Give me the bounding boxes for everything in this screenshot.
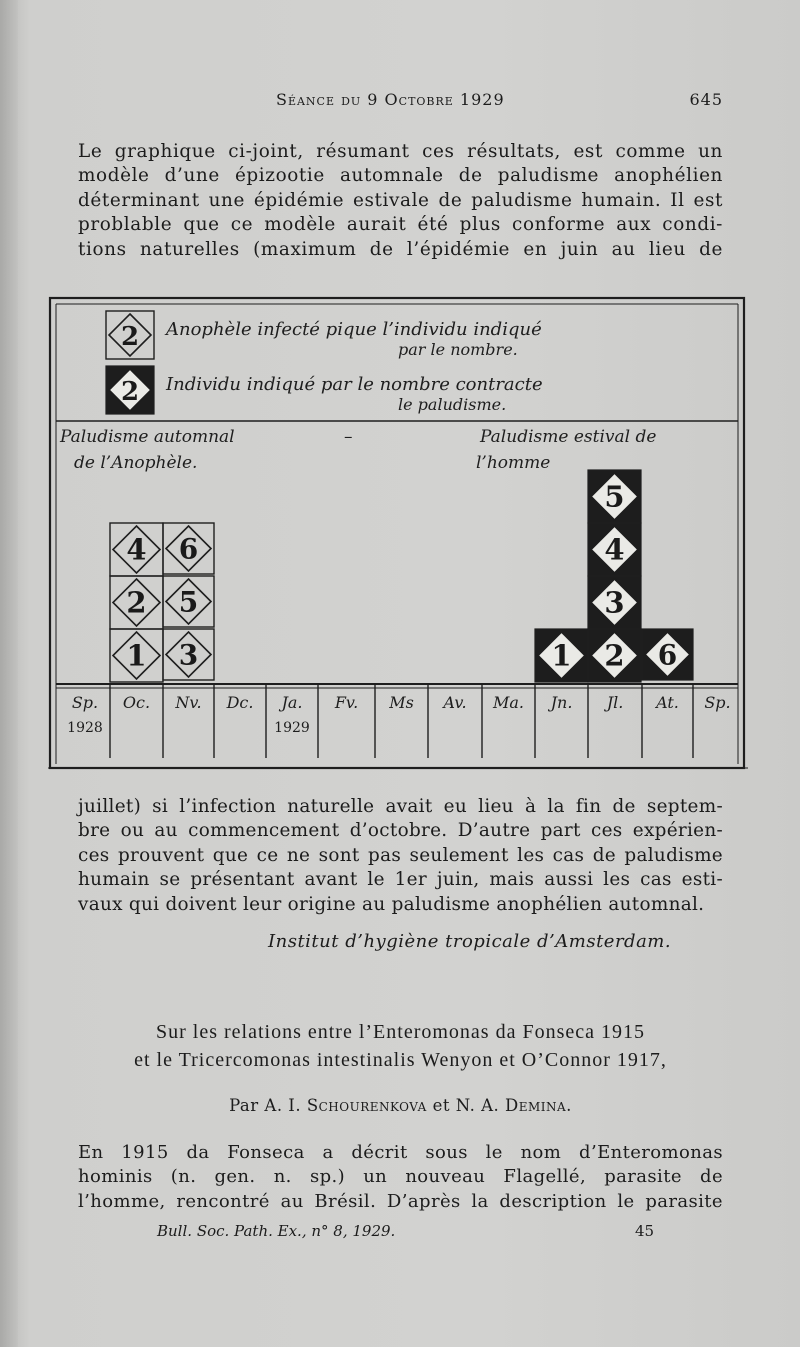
month-label: Av. bbox=[443, 693, 467, 712]
case-outline-number: 1 bbox=[126, 638, 147, 673]
text-line: hominis (n. gen. n. sp.) un nouveau Flagellé, parasite de bbox=[78, 1166, 723, 1188]
month-label: Dc. bbox=[226, 693, 254, 712]
case-filled-number: 6 bbox=[657, 638, 678, 672]
month-label: Oc. bbox=[122, 693, 151, 712]
author-2: N. A. Demina. bbox=[455, 1096, 572, 1115]
running-head-title: Séance du 9 Octobre 1929 bbox=[276, 90, 505, 109]
left-heading-line-1: Paludisme automnal bbox=[60, 427, 235, 447]
text-line: l’homme, rencontré au Brésil. D’après la description le parasite bbox=[78, 1190, 723, 1212]
left-heading-line-2: de l’Anophèle. bbox=[74, 453, 198, 473]
case-filled-number: 4 bbox=[604, 532, 625, 567]
text-line: En 1915 da Fonseca a décrit sous le nom d’Enteromonas bbox=[78, 1142, 723, 1163]
case-outline-number: 5 bbox=[178, 585, 199, 619]
month-year: 1928 bbox=[67, 720, 103, 736]
author-1: A. I. Schourenkova bbox=[264, 1096, 427, 1115]
text-line: ces prouvent que ce ne sont pas seulement les cas de paludisme bbox=[78, 844, 723, 866]
case-filled-number: 3 bbox=[604, 585, 625, 620]
legend-outline-number: 2 bbox=[120, 322, 140, 352]
case-outline-number: 6 bbox=[178, 532, 199, 566]
case-outline-number: 4 bbox=[126, 532, 147, 567]
journal-citation: Bull. Soc. Path. Ex., n° 8, 1929. bbox=[157, 1222, 396, 1240]
paragraph-3 bbox=[78, 1141, 723, 1214]
month-label: Jn. bbox=[550, 693, 573, 712]
running-head bbox=[78, 90, 723, 114]
month-label: At. bbox=[656, 693, 679, 712]
text-line: déterminant une épidémie estivale de paludisme humain. Il est bbox=[78, 189, 723, 211]
right-heading-line-1: Paludisme estival de bbox=[480, 427, 657, 447]
authors-conj: et bbox=[432, 1096, 450, 1115]
month-label: Fv. bbox=[334, 693, 359, 712]
legend-text-2-continued: le paludisme. bbox=[398, 395, 507, 414]
text-line: modèle d’une épizootie automnale de paludisme anophélien bbox=[78, 165, 723, 187]
month-label: Ma. bbox=[492, 693, 525, 712]
epidemic-figure bbox=[48, 296, 748, 772]
month-label: Nv. bbox=[175, 693, 202, 712]
authors-line bbox=[78, 1096, 723, 1115]
case-filled-number: 1 bbox=[551, 638, 572, 673]
right-heading-line-2: l’homme bbox=[476, 453, 551, 473]
legend-text-1-continued: par le nombre. bbox=[398, 340, 518, 359]
paragraph-1 bbox=[78, 140, 723, 262]
article-title-line-1: Sur les relations entre l’Enteromonas da Fonseca 1915 bbox=[156, 1021, 645, 1043]
page-number: 645 bbox=[689, 90, 723, 109]
legend-text-2: Individu indiqué par le nombre contracte bbox=[166, 374, 543, 395]
month-label: Jl. bbox=[606, 693, 624, 712]
text-line: bre ou au commencement d’octobre. D’autre part ces expérien- bbox=[78, 820, 723, 842]
text-line: Le graphique ci-joint, résumant ces résultats, est comme un bbox=[78, 141, 723, 162]
legend-filled-number: 2 bbox=[120, 377, 140, 407]
authors-prefix: Par bbox=[229, 1096, 259, 1115]
text-line: tions naturelles (maximum de l’épidémie en juin au lieu de bbox=[78, 238, 723, 260]
legend-text-1: Anophèle infecté pique l’individu indiqué bbox=[166, 319, 542, 340]
institution-signature: Institut d’hygiène tropicale d’Amsterdam. bbox=[268, 931, 672, 952]
text-line: juillet) si l’infection naturelle avait eu lieu à la fin de septem- bbox=[78, 796, 723, 817]
case-outline-number: 3 bbox=[178, 638, 199, 672]
case-filled-number: 5 bbox=[604, 479, 625, 514]
signature-mark: 45 bbox=[635, 1222, 655, 1240]
month-label: Sp. bbox=[704, 693, 731, 712]
figure-canvas bbox=[48, 296, 748, 772]
case-outline-number: 2 bbox=[126, 585, 147, 620]
month-label: Ms bbox=[389, 693, 414, 712]
month-year: 1929 bbox=[274, 720, 310, 736]
heading-separator: – bbox=[344, 427, 353, 447]
article-title-line-2: et le Tricercomonas intestinalis Wenyon et O’Connor 1917, bbox=[134, 1049, 667, 1071]
month-label: Sp. bbox=[71, 693, 99, 712]
text-line: humain se présentant avant le 1er juin, mais aussi les cas esti- bbox=[78, 869, 723, 891]
paragraph-2 bbox=[78, 795, 723, 917]
text-line: vaux qui doivent leur origine au paludisme anophélien automnal. bbox=[78, 893, 705, 915]
case-filled-number: 2 bbox=[604, 638, 625, 673]
binding-gutter bbox=[0, 0, 18, 1347]
text-line: problable que ce modèle aurait été plus conforme aux condi- bbox=[78, 214, 723, 236]
month-label: Ja. bbox=[281, 693, 303, 712]
